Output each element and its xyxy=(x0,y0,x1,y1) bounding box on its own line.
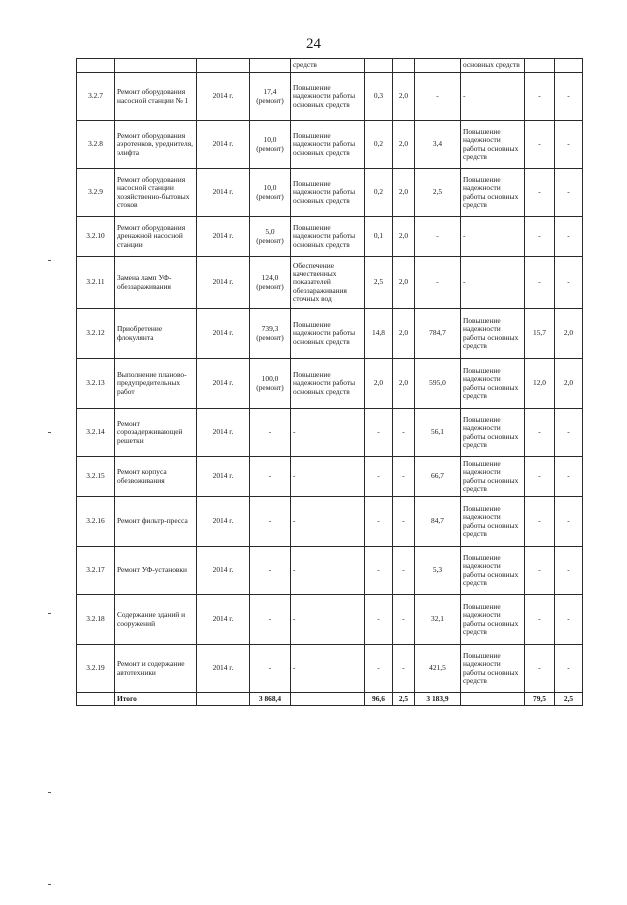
cell-year: 2014 г. xyxy=(197,309,250,359)
total-label: Итого xyxy=(115,693,197,706)
cell-year: 2014 г. xyxy=(197,497,250,547)
cell-v5: - xyxy=(555,547,583,595)
cell-name: Ремонт фильтр-пресса xyxy=(115,497,197,547)
cell-v3: 421,5 xyxy=(415,645,461,693)
cell-v4: - xyxy=(525,409,555,457)
cell-cost: 124,0 (ремонт) xyxy=(250,257,291,309)
cell-effect xyxy=(291,693,365,706)
cell-year: 2014 г. xyxy=(197,645,250,693)
cell-effect2: Повышение надежности работы основных средств xyxy=(461,457,525,497)
margin-mark xyxy=(48,432,51,433)
cell-num: 3.2.16 xyxy=(77,497,115,547)
cell-cost: 739,3 (ремонт) xyxy=(250,309,291,359)
cell-v5: - xyxy=(555,217,583,257)
cell-effect2: Повышение надежности работы основных средств xyxy=(461,645,525,693)
cell-v2: 2,0 xyxy=(393,217,415,257)
cell-num: 3.2.15 xyxy=(77,457,115,497)
cell-v3: 595,0 xyxy=(415,359,461,409)
cell-v1: 0,2 xyxy=(365,121,393,169)
table-row xyxy=(77,73,583,121)
cell-v5: 2,0 xyxy=(555,359,583,409)
cell-v4: - xyxy=(525,595,555,645)
cell-cost: - xyxy=(250,409,291,457)
cell-effect2 xyxy=(461,693,525,706)
cell-effect: Повышение надежности работы основных средств xyxy=(291,73,365,121)
cell-num xyxy=(77,693,115,706)
table-row xyxy=(77,359,583,409)
cell-v2: 2,0 xyxy=(393,309,415,359)
cell-name: Содержание зданий и сооружений xyxy=(115,595,197,645)
cell-v2: - xyxy=(393,645,415,693)
cell-num: 3.2.19 xyxy=(77,645,115,693)
cell-cost: 10,0 (ремонт) xyxy=(250,121,291,169)
cell-v1: 0,2 xyxy=(365,169,393,217)
cell-num: 3.2.13 xyxy=(77,359,115,409)
cell-cost: 10,0 (ремонт) xyxy=(250,169,291,217)
cell-v2: - xyxy=(393,409,415,457)
cell-effect: - xyxy=(291,497,365,547)
cell-cost xyxy=(250,59,291,73)
table-row xyxy=(77,457,583,497)
cell-cost: 17,4 (ремонт) xyxy=(250,73,291,121)
cell-effect: - xyxy=(291,595,365,645)
cell-v2: - xyxy=(393,497,415,547)
cell-v2: 2,0 xyxy=(393,73,415,121)
cell-effect2: Повышение надежности работы основных средств xyxy=(461,121,525,169)
cell-effect: Обеспечение качественных показателей обеззараживания сточных вод xyxy=(291,257,365,309)
cell-effect2: - xyxy=(461,257,525,309)
cell-num xyxy=(77,59,115,73)
cell-v1: - xyxy=(365,457,393,497)
margin-mark xyxy=(48,613,51,614)
cell-v4: - xyxy=(525,169,555,217)
margin-mark xyxy=(48,792,51,793)
cell-effect2: основных средств xyxy=(461,59,525,73)
cell-v1: - xyxy=(365,595,393,645)
cell-effect2: Повышение надежности работы основных средств xyxy=(461,169,525,217)
cell-v1: 0,3 xyxy=(365,73,393,121)
cell-v3: 56,1 xyxy=(415,409,461,457)
cell-v4: 12,0 xyxy=(525,359,555,409)
cell-v4: - xyxy=(525,497,555,547)
cell-year: 2014 г. xyxy=(197,547,250,595)
cell-v4: - xyxy=(525,257,555,309)
cell-year: 2014 г. xyxy=(197,409,250,457)
cell-year xyxy=(197,59,250,73)
table-row xyxy=(77,121,583,169)
cell-v2: - xyxy=(393,595,415,645)
table-row xyxy=(77,409,583,457)
cell-effect: Повышение надежности работы основных средств xyxy=(291,217,365,257)
cell-v2: - xyxy=(393,547,415,595)
total-v5: 2,5 xyxy=(555,693,583,706)
measures-table xyxy=(76,58,583,706)
cell-name: Ремонт корпуса обезвоживания xyxy=(115,457,197,497)
cell-v2: 2,0 xyxy=(393,359,415,409)
cell-v2: 2,0 xyxy=(393,121,415,169)
cell-v5: - xyxy=(555,645,583,693)
cell-v3: 32,1 xyxy=(415,595,461,645)
cell-v4: - xyxy=(525,121,555,169)
cell-name: Ремонт оборудования дренажной насосной станции xyxy=(115,217,197,257)
table-body xyxy=(77,59,583,706)
cell-v3: 2,5 xyxy=(415,169,461,217)
cell-cost: 5,0 (ремонт) xyxy=(250,217,291,257)
total-v2: 2,5 xyxy=(393,693,415,706)
cell-cost: - xyxy=(250,645,291,693)
cell-effect2: - xyxy=(461,217,525,257)
cell-num: 3.2.10 xyxy=(77,217,115,257)
margin-mark xyxy=(48,260,51,261)
cell-v3: - xyxy=(415,73,461,121)
cell-v5 xyxy=(555,59,583,73)
cell-v4: 15,7 xyxy=(525,309,555,359)
cell-name: Ремонт оборудования насосной станции хозяйственно-бытовых стоков xyxy=(115,169,197,217)
table-row xyxy=(77,497,583,547)
cell-name xyxy=(115,59,197,73)
cell-v5: - xyxy=(555,457,583,497)
cell-v3: 66,7 xyxy=(415,457,461,497)
cell-cost: - xyxy=(250,497,291,547)
cell-cost: - xyxy=(250,457,291,497)
cell-name: Ремонт оборудования аэротенков, уреднителя, элифта xyxy=(115,121,197,169)
cell-num: 3.2.11 xyxy=(77,257,115,309)
total-v3: 3 183,9 xyxy=(415,693,461,706)
cell-cost: - xyxy=(250,595,291,645)
cell-v5: - xyxy=(555,497,583,547)
cell-v5: - xyxy=(555,257,583,309)
cell-v3: 84,7 xyxy=(415,497,461,547)
cell-v4 xyxy=(525,59,555,73)
cell-year: 2014 г. xyxy=(197,73,250,121)
cell-num: 3.2.12 xyxy=(77,309,115,359)
cell-effect2: Повышение надежности работы основных средств xyxy=(461,497,525,547)
cell-v3: 3,4 xyxy=(415,121,461,169)
cell-effect: - xyxy=(291,645,365,693)
cell-v1: 2,0 xyxy=(365,359,393,409)
cell-v1: - xyxy=(365,645,393,693)
cell-v4: - xyxy=(525,547,555,595)
cell-v5: - xyxy=(555,595,583,645)
table-row xyxy=(77,547,583,595)
cell-year: 2014 г. xyxy=(197,121,250,169)
cell-v1: 14,8 xyxy=(365,309,393,359)
cell-name: Ремонт оборудования насосной станции № 1 xyxy=(115,73,197,121)
cell-num: 3.2.14 xyxy=(77,409,115,457)
cell-year: 2014 г. xyxy=(197,257,250,309)
cell-effect: Повышение надежности работы основных средств xyxy=(291,359,365,409)
table-row xyxy=(77,217,583,257)
cell-v5: - xyxy=(555,169,583,217)
total-cost: 3 868,4 xyxy=(250,693,291,706)
cell-name: Ремонт и содержание автотехники xyxy=(115,645,197,693)
cell-v3: - xyxy=(415,257,461,309)
table-row xyxy=(77,169,583,217)
cell-v3: 784,7 xyxy=(415,309,461,359)
cell-v1: 0,1 xyxy=(365,217,393,257)
cell-v5: - xyxy=(555,121,583,169)
cell-effect: - xyxy=(291,457,365,497)
cell-v4: - xyxy=(525,645,555,693)
cell-name: Приобретение флокулянта xyxy=(115,309,197,359)
total-v4: 79,5 xyxy=(525,693,555,706)
cell-v3 xyxy=(415,59,461,73)
cell-year: 2014 г. xyxy=(197,359,250,409)
cell-v1 xyxy=(365,59,393,73)
cell-effect: - xyxy=(291,547,365,595)
cell-effect2: Повышение надежности работы основных средств xyxy=(461,409,525,457)
cell-year: 2014 г. xyxy=(197,595,250,645)
table-row xyxy=(77,257,583,309)
cell-name: Ремонт УФ-установки xyxy=(115,547,197,595)
cell-v2: 2,0 xyxy=(393,169,415,217)
cell-v5: 2,0 xyxy=(555,309,583,359)
cell-v2 xyxy=(393,59,415,73)
cell-num: 3.2.9 xyxy=(77,169,115,217)
cell-effect: Повышение надежности работы основных средств xyxy=(291,309,365,359)
total-v1: 96,6 xyxy=(365,693,393,706)
cell-name: Выполнение планово-предупредительных работ xyxy=(115,359,197,409)
cell-name: Замена ламп УФ-обеззараживания xyxy=(115,257,197,309)
margin-mark xyxy=(48,884,51,885)
cell-v2: - xyxy=(393,457,415,497)
cell-effect2: Повышение надежности работы основных средств xyxy=(461,359,525,409)
cell-effect2: - xyxy=(461,73,525,121)
table-row-continuation xyxy=(77,59,583,73)
cell-year: 2014 г. xyxy=(197,217,250,257)
table-row xyxy=(77,595,583,645)
cell-effect: Повышение надежности работы основных средств xyxy=(291,121,365,169)
cell-v4: - xyxy=(525,217,555,257)
cell-effect2: Повышение надежности работы основных средств xyxy=(461,547,525,595)
page-number: 24 xyxy=(306,36,321,52)
table-row xyxy=(77,645,583,693)
cell-v2: 2,0 xyxy=(393,257,415,309)
table-row xyxy=(77,309,583,359)
cell-v5: - xyxy=(555,73,583,121)
cell-num: 3.2.8 xyxy=(77,121,115,169)
cell-v3: - xyxy=(415,217,461,257)
cell-v4: - xyxy=(525,73,555,121)
cell-num: 3.2.17 xyxy=(77,547,115,595)
cell-v4: - xyxy=(525,457,555,497)
cell-cost: - xyxy=(250,547,291,595)
cell-v1: - xyxy=(365,497,393,547)
cell-effect: Повышение надежности работы основных средств xyxy=(291,169,365,217)
cell-effect: - xyxy=(291,409,365,457)
cell-name: Ремонт сорозадерживающей решетки xyxy=(115,409,197,457)
cell-v5: - xyxy=(555,409,583,457)
cell-v1: - xyxy=(365,409,393,457)
cell-effect2: Повышение надежности работы основных средств xyxy=(461,595,525,645)
cell-num: 3.2.18 xyxy=(77,595,115,645)
cell-v3: 5,3 xyxy=(415,547,461,595)
total-row xyxy=(77,693,583,706)
cell-effect: средств xyxy=(291,59,365,73)
cell-year: 2014 г. xyxy=(197,457,250,497)
cell-v1: 2,5 xyxy=(365,257,393,309)
cell-num: 3.2.7 xyxy=(77,73,115,121)
cell-year: 2014 г. xyxy=(197,169,250,217)
cell-effect2: Повышение надежности работы основных средств xyxy=(461,309,525,359)
cell-year xyxy=(197,693,250,706)
cell-v1: - xyxy=(365,547,393,595)
cell-cost: 100,0 (ремонт) xyxy=(250,359,291,409)
